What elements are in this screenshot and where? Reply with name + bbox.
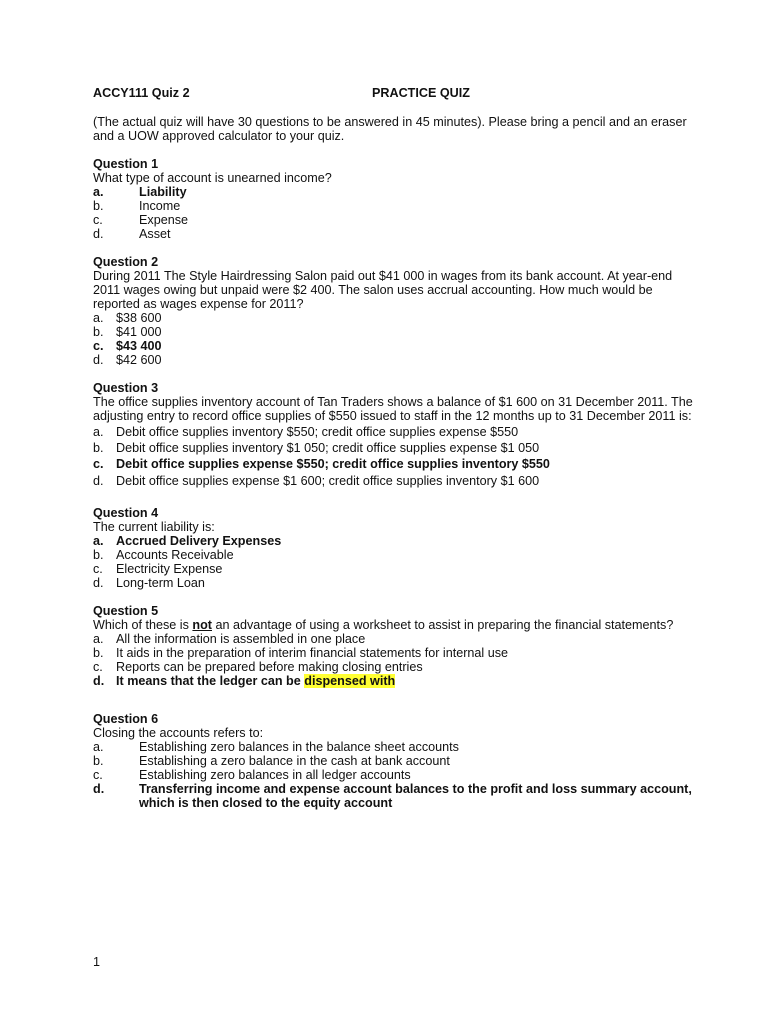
option-letter: b.	[93, 754, 104, 768]
question-text	[93, 618, 693, 632]
option-d	[93, 576, 693, 590]
question-title: Question 4	[93, 506, 159, 520]
option-d	[93, 353, 693, 367]
option-a	[93, 632, 693, 646]
option-d	[93, 782, 693, 810]
option-b	[93, 325, 693, 339]
question-title: Question 6	[93, 712, 159, 726]
option-text: $41 000	[116, 325, 162, 339]
option-b	[93, 754, 693, 768]
option-text: Establishing zero balances in all ledger accounts	[139, 768, 411, 782]
option-text: Debit office supplies inventory $1 050; credit office supplies expense $1 050	[116, 441, 540, 455]
option-text: Accounts Receivable	[116, 548, 234, 562]
option-a	[93, 185, 693, 199]
option-text: Establishing a zero balance in the cash at bank account	[139, 754, 450, 768]
option-text: Reports can be prepared before making closing entries	[116, 660, 423, 674]
option-letter: c.	[93, 339, 104, 353]
option-c	[93, 660, 693, 674]
option-letter: c.	[93, 768, 103, 782]
question-text: The office supplies inventory account of Tan Traders shows a balance of $1 600 on 31 December 2011. The adjusting entry to record office supplies of $550 issued to staff in the 12 months up to 31 December 2011 is:	[93, 395, 693, 423]
option-c	[93, 213, 693, 227]
option-a	[93, 425, 693, 439]
option-text: Establishing zero balances in the balance sheet accounts	[139, 740, 459, 754]
option-letter: b.	[93, 548, 104, 562]
option-letter: b.	[93, 441, 104, 455]
option-letter: d.	[93, 782, 105, 796]
option-text: $43 400	[116, 339, 162, 353]
page-number: 1	[93, 955, 101, 969]
option-letter: a.	[93, 740, 104, 754]
highlighted-text: dispensed with	[304, 674, 396, 688]
option-text: Liability	[139, 185, 187, 199]
option-b	[93, 548, 693, 562]
quiz-type-title: PRACTICE QUIZ	[372, 86, 470, 100]
option-c	[93, 339, 693, 353]
option-letter: c.	[93, 213, 103, 227]
option-d	[93, 474, 693, 488]
option-text: Expense	[139, 213, 189, 227]
option-b	[93, 199, 693, 213]
question-text: What type of account is unearned income?	[93, 171, 332, 185]
intro-paragraph: (The actual quiz will have 30 questions to be answered in 45 minutes). Please bring a pencil and an eraser and a UOW approved calculator to your quiz.	[93, 115, 687, 143]
option-letter: a.	[93, 632, 104, 646]
question-text-end: an advantage of using a worksheet to assist in preparing the financial statements?	[212, 618, 674, 632]
option-a	[93, 740, 693, 754]
emphasis-word: not	[192, 618, 212, 632]
course-title: ACCY111 Quiz 2	[93, 86, 190, 100]
option-letter: a.	[93, 534, 104, 548]
question-3	[93, 381, 693, 488]
option-letter: c.	[93, 660, 103, 674]
option-letter: d.	[93, 474, 104, 488]
question-title: Question 5	[93, 604, 159, 618]
option-text: $38 600	[116, 311, 162, 325]
option-letter: a.	[93, 425, 104, 439]
question-6	[93, 712, 693, 810]
option-d	[93, 227, 693, 241]
option-letter: a.	[93, 311, 104, 325]
option-letter: b.	[93, 325, 104, 339]
option-text: It aids in the preparation of interim financial statements for internal use	[116, 646, 509, 660]
question-text-start: Which of these is	[93, 618, 193, 632]
option-text: Income	[139, 199, 181, 213]
quiz-header	[93, 86, 693, 102]
question-title: Question 1	[93, 157, 159, 171]
option-d	[93, 674, 693, 688]
option-letter: d.	[93, 227, 104, 241]
option-text: Accrued Delivery Expenses	[116, 534, 282, 548]
question-2	[93, 255, 693, 367]
option-c	[93, 457, 693, 471]
option-letter: b.	[93, 646, 104, 660]
question-1	[93, 157, 693, 241]
question-4	[93, 506, 693, 590]
question-5	[93, 604, 693, 688]
option-text: Debit office supplies expense $550; credit office supplies inventory $550	[116, 457, 550, 471]
option-letter: b.	[93, 199, 104, 213]
quiz-page	[93, 86, 693, 810]
question-text: During 2011 The Style Hairdressing Salon paid out $41 000 in wages from its bank account. At year-end 2011 wages owing but unpaid were $2 400. The salon uses accrual accounting. How much would be reported as wages expense for 2011?	[93, 269, 673, 311]
question-text: The current liability is:	[93, 520, 215, 534]
option-text: Debit office supplies inventory $550; credit office supplies expense $550	[116, 425, 519, 439]
option-text: Electricity Expense	[116, 562, 223, 576]
option-text: All the information is assembled in one place	[116, 632, 366, 646]
option-text-start: It means that the ledger can be	[116, 674, 305, 688]
option-text: Long-term Loan	[116, 576, 205, 590]
option-letter: d.	[93, 674, 105, 688]
option-c	[93, 562, 693, 576]
question-title: Question 2	[93, 255, 159, 269]
option-letter: a.	[93, 185, 104, 199]
question-text: Closing the accounts refers to:	[93, 726, 264, 740]
option-text: Asset	[139, 227, 171, 241]
option-b	[93, 646, 693, 660]
option-text: $42 600	[116, 353, 162, 367]
option-a	[93, 311, 693, 325]
option-text: Transferring income and expense account balances to the profit and loss summary account, which is then closed to the equity account	[139, 782, 692, 810]
option-a	[93, 534, 693, 548]
question-title: Question 3	[93, 381, 159, 395]
option-letter: c.	[93, 562, 103, 576]
option-letter: d.	[93, 576, 104, 590]
option-b	[93, 441, 693, 455]
option-c	[93, 768, 693, 782]
option-letter: d.	[93, 353, 104, 367]
option-text	[116, 674, 395, 688]
option-letter: c.	[93, 457, 104, 471]
option-text: Debit office supplies expense $1 600; credit office supplies inventory $1 600	[116, 474, 540, 488]
